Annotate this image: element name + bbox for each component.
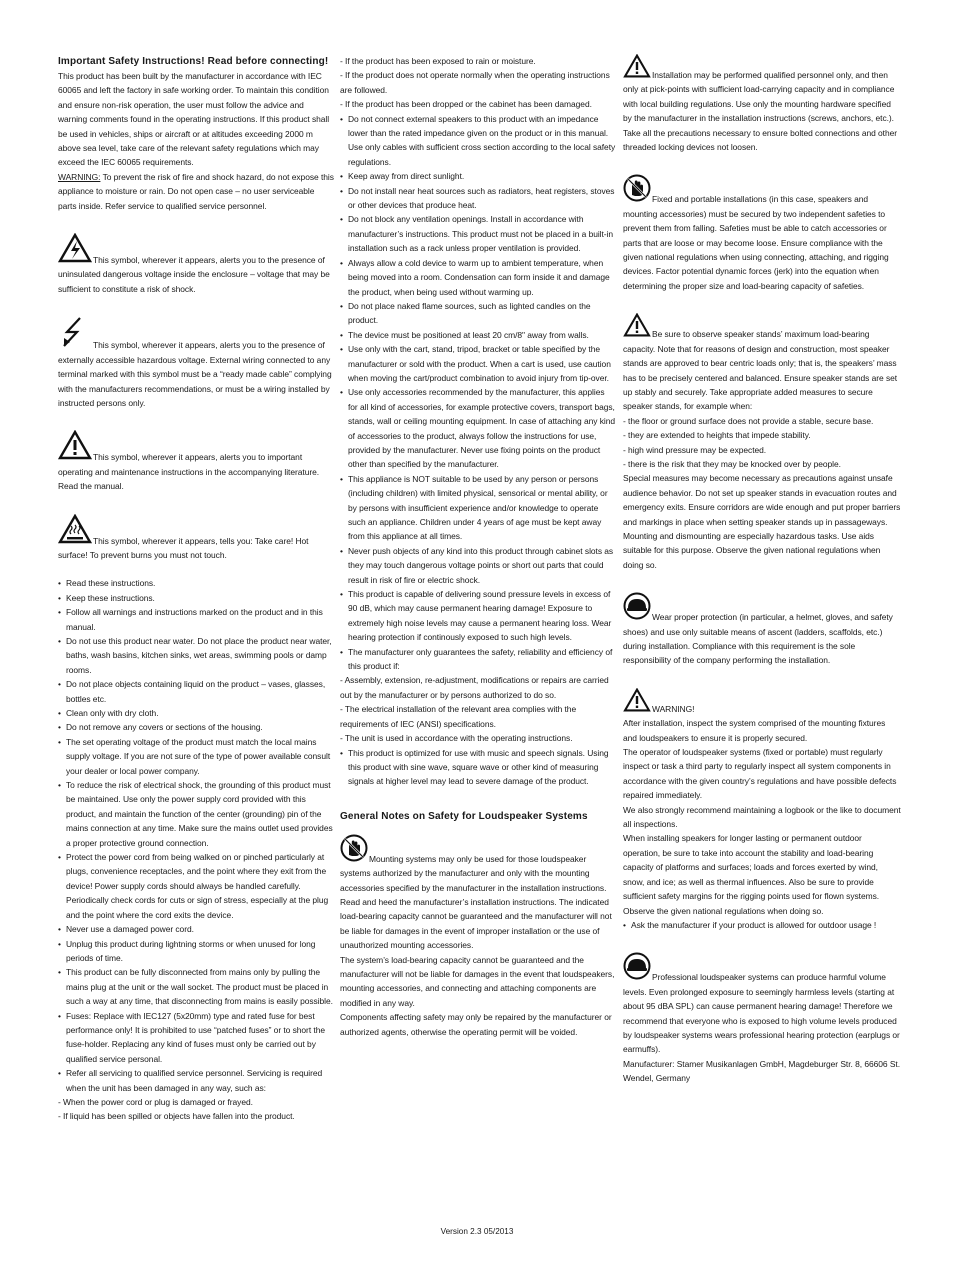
fixed-installation-text: Fixed and portable installations (in this case, speakers and mounting accessories) must be secured by two independent safeties to prevent them from falling. Safeties must be able to catch accessories or parts that are loose or may become loose. Ensure compliance with the given national regulations when using connecting, attaching, and rigging devices. Factor potential dynamic forces (jerk) into the equation when determining the proper size and load-bearing capacity of safeties. [623, 194, 889, 291]
operator-paragraph: The operator of loudspeaker systems (fixed or portable) must regularly inspect or task a third party to regularly inspect all system components in accordance with the given country’s regulations and have possible defects repaired immediately. [623, 747, 897, 801]
list-item: • Keep away from direct sunlight. [340, 169, 616, 183]
list-item: • Do not block any ventilation openings. Install in accordance with manufacturer’s instructions. This product must not be placed in a built-in installation such as a rack unless proper ventilation is provided. [340, 212, 616, 255]
special-measures-paragraph: Special measures may become necessary as precautions against unsafe audience behavior. Do not set up speaker stands in evacuation routes and emergency exits. Ensure corridors are wide enough and put proper barriers and markings in place when setting speaker stands up in passageways. Mounting and dismounting are especially hazardous tasks. Use aids suitable for this purpose. Observe the given national regulations when doing so. [623, 473, 901, 570]
list-item: • Do not remove any covers or sections of the housing. [58, 720, 334, 734]
protection-text: Wear proper protection (in particular, a helmet, gloves, and safety shoes) and use only suitable means of ascent (ladders, scaffolds, etc.) during installation. Compliance with this requirement is the sole responsibility of the company performing the installation. [623, 612, 893, 666]
symbol-hot-text: This symbol, wherever it appears, tells you: Take care! Hot surface! To prevent burns you must not touch. [58, 535, 309, 560]
version-footer: Version 2.3 05/2013 [440, 1227, 514, 1236]
column-3 [623, 54, 901, 1086]
list-item: - If the product has been exposed to rain or moisture. [340, 56, 536, 66]
list-item: • Always allow a cold device to warm up to ambient temperature, when being moved into a room. Condensation can form inside it and damage the product, when being used without warming up. [340, 256, 616, 299]
list-item: • This appliance is NOT suitable to be used by any person or persons (including children) with limited physical, sensorical or mental ability, or by persons with insufficient experience and/or knowledge to operate such an appliance. Children under 4 years of age must be kept away from this appliance at all times. [340, 472, 616, 544]
list-item: - Assembly, extension, re-adjustment, modifications or repairs are carried out by the manufacturer or by persons authorized to do so. [340, 675, 609, 700]
list-item: - If the product does not operate normally when the operating instructions are followed. [340, 70, 610, 95]
no-touch-hand-icon [623, 174, 651, 202]
hearing-text: Professional loudspeaker systems can produce harmful volume levels. Even prolonged exposure to seemingly harmless levels (starting at about 95 dBA SPL) can cause permanent hearing damage! Therefore we recommend that everyone who is exposed to high volume levels produced by loudspeaker systems wears professional hearing protection (earplugs or earmuffs). [623, 972, 900, 1055]
mounting-note [340, 834, 616, 953]
list-item: • This product is optimized for use with music and speech signals. Using this product with sine wave, square wave or other kind of measuring signals at higher level may lead to severe damage of the product. [340, 746, 616, 789]
list-item: - The unit is used in accordance with the operating instructions. [340, 733, 573, 744]
hearing-note [623, 952, 901, 1056]
list-item: - If liquid has been spilled or objects have fallen into the product. [58, 1111, 295, 1122]
list-item: • Never push objects of any kind into this product through cabinet slots as they may touch dangerous voltage points or short out parts that could result in risk of fire or electric shock. [340, 544, 616, 587]
list-item: • Do not use this product near water. Do not place the product near water, baths, wash basins, kitchen sinks, wet areas, swimming pools or damp rooms. [58, 634, 334, 677]
safety-helmet-icon [623, 952, 651, 980]
warning-triangle-lightning-icon [58, 233, 92, 263]
column-2 [340, 54, 616, 1039]
symbol-hot-note [58, 514, 334, 563]
list-item: • Keep these instructions. [58, 591, 334, 605]
warning-triangle-exclamation-icon [623, 313, 651, 337]
symbol-attention-note [58, 430, 334, 493]
warning-paragraph [58, 170, 334, 213]
list-item: - If the product has been dropped or the cabinet has been damaged. [340, 99, 592, 110]
column-1 [58, 54, 334, 1124]
no-touch-hand-icon [340, 834, 368, 862]
list-item: • Clean only with dry cloth. [58, 706, 334, 720]
safety-helmet-icon [623, 592, 651, 620]
safety-heading: Important Safety Instructions! Read before connecting! [58, 56, 329, 67]
repair-paragraph: Components affecting safety may only be repaired by the manufacturer or authorized agents, otherwise the operating permit will be voided. [340, 1012, 612, 1037]
list-item: • To reduce the risk of electrical shock, the grounding of this product must be maintained. Use only the power supply cord provided with this product, and maintain the function of the center (grounding) pin of the mains connection at any time. Make sure the mains outlet used provides a proper protective ground connection. [58, 778, 334, 850]
list-item: - The electrical installation of the relevant area complies with the requirements of IEC (ANSI) specifications. [340, 704, 577, 729]
instruction-list-continued [340, 54, 616, 789]
list-item: • Do not connect external speakers to this product with an impedance lower than the rated impedance given on the product or in this manual. Use only cables with sufficient cross section according to the local safety regulations. [340, 112, 616, 170]
loudspeaker-safety-heading: General Notes on Safety for Loudspeaker Systems [340, 810, 588, 822]
warning-triangle-exclamation-icon [623, 54, 651, 78]
intro-paragraph: This product has been built by the manufacturer in accordance with IEC 60065 and left the factory in safe working order. To maintain this condition and ensure non-risk operation, the user must follow the advice and warning comments found in the operating instructions. If this product shall be used in vehicles, ships or aircraft or at altitudes exceeding 2000 m above sea level, take care of the relevant safety regulations which may exceed the IEC 60065 requirements. [58, 71, 330, 168]
list-item: • The manufacturer only guarantees the safety, reliability and efficiency of this product if: [340, 645, 616, 674]
symbol-wiring-note [58, 316, 334, 410]
list-item: - they are extended to heights that impede stability. [623, 430, 811, 441]
mounting-text: Mounting systems may only be used for those loudspeaker systems authorized by the manufacturer and only with the mounting accessories specified by the manufacturer in the installation instructions. Read and heed the manufacturer’s installation instructions. The indicated load-bearing capacity cannot be guaranteed and the manufacturer will not be liable for damages in the event of improper installation or the use of unauthorized mounting accessories. [340, 853, 612, 951]
symbol-voltage-note [58, 233, 334, 296]
installation-note [623, 54, 901, 154]
list-item: • Ask the manufacturer if your product is allowed for outdoor usage ! [623, 918, 901, 932]
list-item: • Never use a damaged power cord. [58, 922, 334, 936]
symbol-attention-text: This symbol, wherever it appears, alerts you to important operating and maintenance instructions in the accompanying literature. Read the manual. [58, 452, 320, 492]
list-item: - the floor or ground surface does not provide a stable, secure base. [623, 415, 874, 426]
symbol-voltage-text: This symbol, wherever it appears, alerts you to the presence of uninsulated dangerous voltage inside the enclosure – voltage that may be sufficient to constitute a risk of shock. [58, 255, 330, 294]
warning-note [623, 688, 901, 716]
list-item: • Do not place naked flame sources, such as lighted candles on the product. [340, 299, 616, 328]
logbook-paragraph: We also strongly recommend maintaining a logbook or the like to document all inspections. [623, 804, 901, 830]
manufacturer-address: Manufacturer: Stamer Musikanlagen GmbH, Magdeburger Str. 8, 66606 St. Wendel, Germany [623, 1058, 901, 1084]
list-item: - high wind pressure may be expected. [623, 444, 767, 455]
outdoor-list [623, 918, 901, 932]
warning-triangle-exclamation-icon [623, 688, 651, 712]
list-item: • The device must be positioned at least 20 cm/8" away from walls. [340, 328, 616, 342]
instruction-list [58, 576, 334, 1123]
warning-label: WARNING: [58, 171, 101, 182]
list-item: • Read these instructions. [58, 576, 334, 590]
list-item: • This product is capable of delivering sound pressure levels in excess of 90 dB, which may cause permanent hearing damage! Exposure to extremely high noise levels may cause a permanent hearing loss. Wear hearing protection if continously exposed to such high levels. [340, 587, 616, 645]
list-item: - there is the risk that they may be knocked over by people. [623, 458, 841, 469]
symbol-wiring-text: This symbol, wherever it appears, alerts you to the presence of externally accessible hazardous voltage. External wiring connected to any terminal marked with this symbol must be a “ready made cable” complying with the manufacturers recommendations, or must be a wiring installed by instructed persons only. [58, 340, 332, 408]
list-item: • Refer all servicing to qualified service personnel. Servicing is required when the unit has been damaged in any way, such as: [58, 1066, 334, 1095]
after-installation-paragraph: After installation, inspect the system comprised of the mounting fixtures and loudspeakers to ensure it is properly secured. [623, 718, 886, 743]
warning-title: WARNING! [652, 703, 695, 714]
speaker-stands-note [623, 313, 901, 413]
installation-text: Installation may be performed qualified personnel only, and then only at pick-points with sufficient load-carrying capacity and in compliance with local building regulations. Use only the mounting hardware specified by the manufacturer in the installation instructions (screws, anchors, etc.). Take all the precautions necessary to ensure bolted connections and other threaded locking devices not loosen. [623, 70, 898, 153]
list-item: • Use only with the cart, stand, tripod, bracket or table specified by the manufacturer or sold with the product. When a cart is used, use caution when moving the cart/product combination to avoid injury from tip-over. [340, 342, 616, 385]
list-item: • Use only accessories recommended by the manufacturer, this applies for all kind of accessories, for example protective covers, transport bags, stands, wall or ceiling mounting equipment. In case of attaching any kind of accessories to the product, always follow the instructions for use, provided by the manufacturer. Never use fixing points on the product other than specified by the manufacturer. [340, 385, 616, 471]
list-item: • Fuses: Replace with IEC127 (5x20mm) type and rated fuse for best performance only! It is prohibited to use “patched fuses” or to short the fuse-holder. Replacing any kind of fuses must only be carried out by qualified service personal. [58, 1009, 334, 1067]
warning-text: To prevent the risk of fire and shock hazard, do not expose this appliance to moisture or rain. Do not open case – no user serviceable parts inside. Refer service to qualified service personnel. [58, 171, 334, 211]
list-item: • The set operating voltage of the product must match the local mains supply voltage. If you are not sure of the type of power available consult your dealer or local power company. [58, 735, 334, 778]
load-capacity-paragraph: The system’s load-bearing capacity cannot be guaranteed and the manufacturer will not be liable for damages in the event that loudspeakers, mounting accessories, and connecting and attaching components are modified in any way. [340, 954, 615, 1008]
list-item: • Protect the power cord from being walked on or pinched particularly at plugs, convenience receptacles, and the point where they exit from the device! Power supply cords should always be handled carefully. Periodically check cords for cuts or sign of stress, especially at the plug and the point where the cord exits the device. [58, 850, 334, 922]
list-item: • Follow all warnings and instructions marked on the product and in this manual. [58, 605, 334, 634]
fixed-installation-note [623, 174, 901, 293]
outdoor-paragraph: When installing speakers for longer lasting or permanent outdoor operation, be sure to take into account the stability and load-bearing capacity of platforms and surfaces; loads and forces exerted by wind, snow, and ice; as well as thermal influences. Also be sure to provide sufficient safety margins for the rigging points used for flown systems. Observe the given national regulations when doing so. [623, 833, 880, 916]
speaker-stands-text: Be sure to observe speaker stands’ maximum load-bearing capacity. Note that for reasons of design and construction, most speaker stands are approved to bear centric loads only; that is, the speakers’ mass has to be precisely centered and balanced. Ensure speaker stands are set up stably and securely. Take appropriate added measures to secure speaker stands, for example when: [623, 329, 898, 412]
list-item: • Do not install near heat sources such as radiators, heat registers, stoves or other devices that produce heat. [340, 184, 616, 213]
list-item: - When the power cord or plug is damaged or frayed. [58, 1096, 253, 1107]
hot-surface-triangle-icon [58, 514, 92, 544]
lightning-bolt-icon [58, 316, 92, 348]
stands-conditions-list [623, 414, 901, 472]
list-item: • This product can be fully disconnected from mains only by pulling the mains plug at the unit or the wall socket. The product must be placed in such a way at any time, that disconnecting from mains is easily possible. [58, 965, 334, 1008]
list-item: • Do not place objects containing liquid on the product – vases, glasses, bottles etc. [58, 677, 334, 706]
protection-note [623, 592, 901, 668]
list-item: • Unplug this product during lightning storms or when unused for long periods of time. [58, 937, 334, 966]
warning-triangle-exclamation-icon [58, 430, 92, 460]
